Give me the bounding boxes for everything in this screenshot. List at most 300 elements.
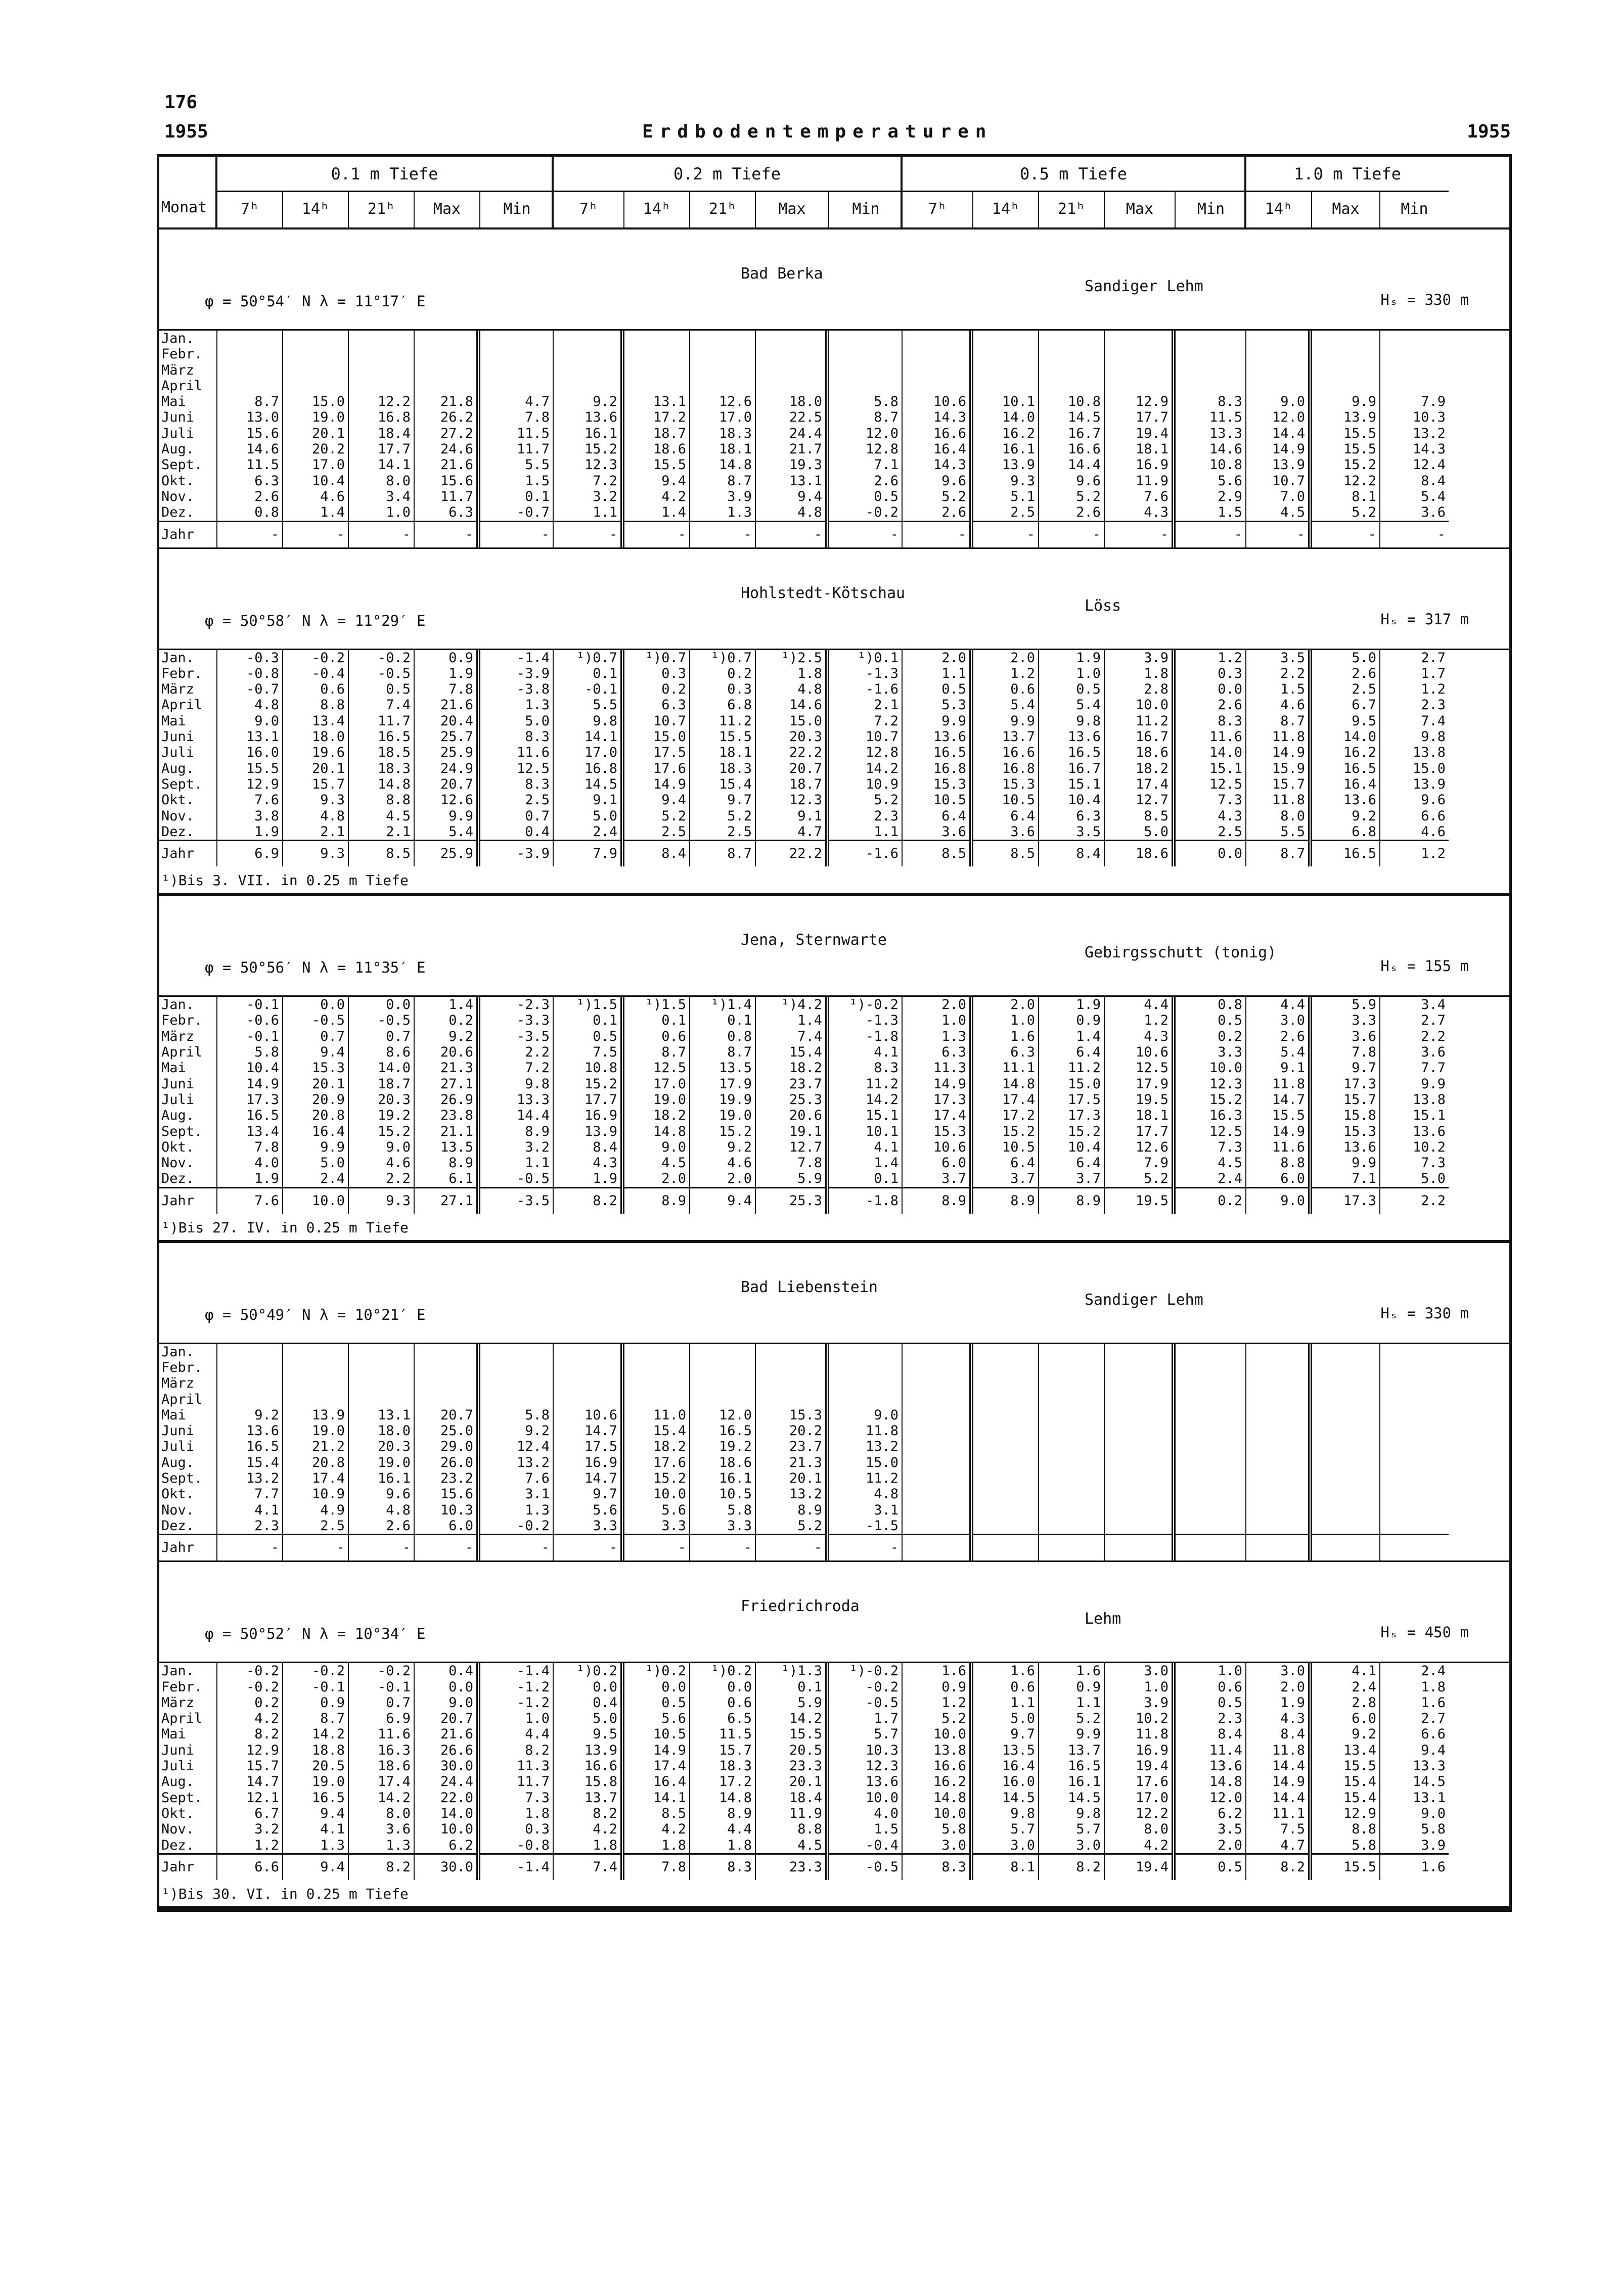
table-cell: 8.7 — [320, 1711, 345, 1727]
table-cell: 8.7 — [727, 1044, 752, 1061]
month-label: März — [161, 362, 195, 378]
column-header: Min — [1401, 200, 1428, 218]
month-label: Mai — [161, 1060, 186, 1076]
year-cell — [1380, 1535, 1449, 1560]
table-cell — [829, 1375, 902, 1391]
station-footnote: ¹)Bis 27. IV. in 0.25 m Tiefe — [159, 1214, 1509, 1242]
year-cell: - — [743, 1540, 752, 1556]
table-cell: 9.9 — [1352, 394, 1376, 410]
table-cell: 0.1 — [525, 488, 550, 504]
table-cell: 4.8 — [254, 697, 279, 713]
table-cell: 0.5 — [1076, 681, 1101, 698]
table-cell: 3.5 — [1218, 1821, 1242, 1838]
table-cell: 23.7 — [789, 1076, 822, 1092]
table-cell: 20.4 — [440, 713, 473, 729]
table-cell — [1380, 1486, 1449, 1502]
table-cell — [1176, 1392, 1245, 1407]
table-cell: -0.2 — [246, 1679, 279, 1695]
table-cell: 18.2 — [1135, 760, 1168, 776]
table-cell: 16.9 — [584, 1454, 617, 1471]
table-cell: 14.7 — [246, 1774, 279, 1790]
table-cell: 15.1 — [1067, 776, 1101, 792]
year-cell: 27.1 — [440, 1192, 473, 1209]
table-cell: 15.3 — [311, 1060, 345, 1076]
table-cell: 9.7 — [1352, 1060, 1376, 1076]
table-cell: 27.1 — [440, 1076, 473, 1092]
month-label: Sept. — [161, 776, 203, 792]
table-cell: 13.9 — [584, 1742, 617, 1758]
month-label: Juni — [161, 1423, 195, 1439]
table-cell: 5.7 — [1076, 1821, 1101, 1838]
table-cell: 9.0 — [448, 1694, 473, 1711]
table-cell: 2.4 — [1218, 1171, 1242, 1187]
month-label: Dez. — [161, 1518, 195, 1534]
table-cell: 8.7 — [1280, 713, 1305, 729]
table-cell: 15.2 — [584, 1076, 617, 1092]
table-cell: 10.9 — [311, 1486, 345, 1502]
table-cell: 6.0 — [941, 1155, 966, 1171]
table-cell: 5.6 — [661, 1502, 686, 1518]
month-label: Juni — [161, 729, 195, 745]
table-cell: 20.3 — [377, 1439, 411, 1455]
table-cell — [624, 1375, 689, 1391]
year-cell: 7.4 — [593, 1859, 617, 1875]
table-cell: 13.6 — [1067, 729, 1101, 745]
table-cell: 10.0 — [933, 1726, 966, 1742]
table-cell: 1.5 — [525, 473, 550, 489]
table-cell: 7.7 — [254, 1486, 279, 1502]
table-cell — [349, 1375, 414, 1391]
table-cell: 0.6 — [320, 681, 345, 698]
table-cell: 2.4 — [593, 823, 617, 840]
table-cell: 5.2 — [1076, 488, 1101, 504]
table-cell: 5.2 — [1144, 1171, 1168, 1187]
table-cell: 12.0 — [718, 1407, 752, 1423]
station-name: Friedrichroda — [741, 1597, 860, 1616]
table-cell: 17.5 — [653, 745, 686, 761]
table-cell — [903, 1407, 969, 1423]
table-cell: 3.9 — [727, 488, 752, 504]
station-data-grid — [159, 997, 1509, 1214]
table-cell: 18.1 — [718, 745, 752, 761]
table-cell: 10.0 — [1209, 1060, 1242, 1076]
column-header: Min — [1197, 200, 1225, 218]
table-cell: 16.5 — [1343, 760, 1376, 776]
column-header: 7ʰ — [554, 192, 624, 227]
table-cell — [283, 378, 348, 394]
table-cell: 23.3 — [789, 1758, 822, 1774]
table-cell: 7.4 — [386, 697, 411, 713]
month-label: Jan. — [161, 997, 195, 1013]
table-cell: 6.0 — [1280, 1171, 1305, 1187]
table-cell: 18.0 — [377, 1423, 411, 1439]
table-cell — [1105, 1344, 1172, 1360]
station-section — [159, 229, 1509, 549]
table-cell: 8.3 — [525, 729, 550, 745]
station-footnote: ¹)Bis 3. VII. in 0.25 m Tiefe — [159, 866, 1509, 894]
table-cell: 11.5 — [1209, 409, 1242, 426]
table-cell: 15.6 — [440, 1486, 473, 1502]
table-cell: 2.5 — [1010, 504, 1035, 521]
table-cell: 9.0 — [254, 713, 279, 729]
station-name: Bad Liebenstein — [741, 1278, 878, 1296]
column-header: Min — [503, 200, 531, 218]
table-cell: 14.9 — [1272, 441, 1305, 457]
table-cell — [415, 378, 476, 394]
table-cell: 13.8 — [1412, 1091, 1446, 1108]
table-cell: 0.9 — [1076, 1679, 1101, 1695]
month-label: Febr. — [161, 346, 203, 362]
station-data-grid — [159, 650, 1509, 867]
table-cell: 0.5 — [661, 1694, 686, 1711]
table-cell: 13.9 — [1343, 409, 1376, 426]
month-label: März — [161, 1694, 195, 1711]
table-cell: 9.1 — [1280, 1060, 1305, 1076]
table-cell: 14.5 — [1002, 1789, 1035, 1806]
table-cell: 14.6 — [1209, 441, 1242, 457]
table-cell: 4.4 — [727, 1821, 752, 1838]
table-cell: 3.0 — [1280, 1013, 1305, 1029]
table-cell: 14.1 — [584, 729, 617, 745]
table-cell: 8.9 — [727, 1805, 752, 1821]
table-cell: 3.9 — [1144, 650, 1168, 666]
table-cell — [690, 346, 755, 362]
table-cell: ¹)1.5 — [576, 997, 617, 1013]
year-cell: 0.0 — [1218, 846, 1242, 862]
year-cell: 19.5 — [1135, 1192, 1168, 1209]
table-cell: 2.3 — [254, 1518, 279, 1534]
table-cell: 2.0 — [1010, 997, 1035, 1013]
table-cell — [1246, 331, 1308, 346]
table-cell: 0.8 — [1218, 997, 1242, 1013]
depth-group-header — [903, 157, 1246, 227]
table-cell: 12.6 — [440, 792, 473, 808]
table-cell: 9.1 — [593, 792, 617, 808]
table-cell: 1.2 — [1010, 665, 1035, 681]
year-cell: 2.2 — [1421, 1192, 1446, 1209]
table-cell: 14.0 — [377, 1060, 411, 1076]
table-cell: 17.2 — [718, 1774, 752, 1790]
table-cell — [690, 1344, 755, 1360]
table-cell: 2.0 — [661, 1171, 686, 1187]
table-cell: 1.9 — [593, 1171, 617, 1187]
table-cell: 14.6 — [789, 697, 822, 713]
station-coordinates: φ = 50°49′ N λ = 10°21′ E — [205, 1306, 426, 1323]
year-cell: - — [1437, 526, 1446, 542]
table-cell: 16.5 — [718, 1423, 752, 1439]
table-cell: 11.6 — [1272, 1139, 1305, 1155]
table-cell: 12.3 — [584, 457, 617, 473]
station-data-grid — [159, 331, 1509, 547]
table-cell: 8.0 — [1280, 808, 1305, 824]
table-cell: 6.3 — [661, 697, 686, 713]
table-cell: 2.5 — [1352, 681, 1376, 698]
table-cell: 17.3 — [933, 1091, 966, 1108]
year-row-label: Jahr — [161, 526, 195, 542]
table-cell: 22.0 — [440, 1789, 473, 1806]
table-cell: 1.6 — [941, 1663, 966, 1679]
table-cell: 11.5 — [516, 425, 550, 441]
table-cell: 7.3 — [525, 1789, 550, 1806]
table-cell — [1039, 1344, 1104, 1360]
table-cell: -1.2 — [516, 1694, 550, 1711]
table-cell: 6.3 — [1076, 808, 1101, 824]
table-cell: 11.8 — [1272, 729, 1305, 745]
table-cell — [283, 331, 348, 346]
table-cell: 3.3 — [661, 1518, 686, 1534]
table-cell: 9.2 — [727, 1139, 752, 1155]
table-cell: 9.8 — [593, 713, 617, 729]
table-cell — [903, 362, 969, 378]
table-cell — [1312, 331, 1379, 346]
table-cell: 1.1 — [1076, 1694, 1101, 1711]
table-cell: 9.3 — [320, 792, 345, 808]
table-cell: -1.2 — [516, 1679, 550, 1695]
table-cell: 20.3 — [789, 729, 822, 745]
table-cell: 9.5 — [593, 1726, 617, 1742]
table-cell: 17.4 — [1002, 1091, 1035, 1108]
year-left: 1955 — [164, 121, 208, 142]
table-cell — [1176, 331, 1245, 346]
table-cell: 8.4 — [593, 1139, 617, 1155]
table-cell: 26.9 — [440, 1091, 473, 1108]
table-cell: 6.4 — [1010, 808, 1035, 824]
table-cell — [1105, 1423, 1172, 1439]
table-cell: ¹)2.5 — [781, 650, 822, 666]
table-cell: 14.9 — [1272, 1123, 1305, 1139]
table-cell — [1105, 1360, 1172, 1375]
table-cell: 8.3 — [1218, 394, 1242, 410]
table-cell: 18.6 — [718, 1454, 752, 1471]
table-cell: 5.9 — [797, 1694, 822, 1711]
year-row-label: Jahr — [161, 1859, 195, 1875]
table-cell: 17.9 — [1135, 1076, 1168, 1092]
table-cell — [690, 378, 755, 394]
table-cell: 7.3 — [1218, 1139, 1242, 1155]
table-cell: 17.7 — [1135, 1123, 1168, 1139]
table-cell: 19.2 — [718, 1439, 752, 1455]
soil-type: Sandiger Lehm — [1085, 1291, 1203, 1309]
year-cell: 8.2 — [1280, 1859, 1305, 1875]
year-cell: 8.9 — [1010, 1192, 1035, 1209]
table-cell: 10.3 — [1412, 409, 1446, 426]
table-cell: 9.2 — [1352, 1726, 1376, 1742]
table-cell: 5.8 — [874, 394, 898, 410]
table-cell: 2.6 — [1352, 665, 1376, 681]
table-cell: 6.0 — [1352, 1711, 1376, 1727]
table-cell: 9.9 — [941, 713, 966, 729]
table-cell: 14.7 — [584, 1423, 617, 1439]
table-cell — [1176, 1518, 1245, 1534]
year-cell: 9.4 — [727, 1192, 752, 1209]
station-elevation: Hₛ = 330 m — [1380, 291, 1469, 308]
table-cell: 5.0 — [320, 1155, 345, 1171]
column-header: 7ʰ — [903, 192, 973, 227]
table-cell: 15.2 — [653, 1471, 686, 1487]
table-cell: 9.9 — [1352, 1155, 1376, 1171]
table-cell — [283, 362, 348, 378]
table-header — [159, 157, 1509, 229]
table-cell: 14.5 — [1067, 1789, 1101, 1806]
table-cell — [283, 1392, 348, 1407]
table-cell — [1246, 1360, 1308, 1375]
table-cell — [1039, 346, 1104, 362]
stations-container — [159, 229, 1509, 1909]
table-cell: 16.5 — [1067, 745, 1101, 761]
table-cell: 9.2 — [1352, 808, 1376, 824]
table-cell — [903, 1486, 969, 1502]
table-cell — [829, 1392, 902, 1407]
table-cell — [973, 1423, 1038, 1439]
table-cell: 0.0 — [320, 997, 345, 1013]
table-cell: 1.5 — [1280, 681, 1305, 698]
year-cell: - — [541, 1540, 550, 1556]
table-cell — [756, 346, 825, 362]
table-cell — [217, 346, 282, 362]
table-cell: -0.1 — [311, 1679, 345, 1695]
year-cell: - — [890, 526, 898, 542]
table-cell: 9.4 — [661, 473, 686, 489]
year-cell: 8.7 — [727, 846, 752, 862]
table-cell: 15.8 — [1343, 1108, 1376, 1124]
table-cell: 18.6 — [653, 441, 686, 457]
table-cell — [415, 362, 476, 378]
table-cell: 15.7 — [246, 1758, 279, 1774]
table-cell: 22.5 — [789, 409, 822, 426]
table-cell: 10.2 — [1412, 1139, 1446, 1155]
table-cell: 2.6 — [941, 504, 966, 521]
table-cell: 14.4 — [516, 1108, 550, 1124]
table-cell: 14.9 — [1272, 1774, 1305, 1790]
table-cell: 13.9 — [584, 1123, 617, 1139]
year-cell: 8.2 — [1076, 1859, 1101, 1875]
table-cell: ¹)0.2 — [710, 1663, 752, 1679]
table-cell: 15.2 — [1067, 1123, 1101, 1139]
station-elevation: Hₛ = 155 m — [1380, 957, 1469, 975]
table-cell: 2.1 — [386, 823, 411, 840]
table-cell: 16.8 — [584, 760, 617, 776]
month-label: Okt. — [161, 792, 195, 808]
table-cell: 15.5 — [246, 760, 279, 776]
table-cell: 11.2 — [718, 713, 752, 729]
station-header — [159, 896, 1509, 997]
table-cell: ¹)0.7 — [576, 650, 617, 666]
table-cell: 9.1 — [797, 808, 822, 824]
table-cell — [1246, 1344, 1308, 1360]
table-cell: 0.7 — [320, 1028, 345, 1044]
table-cell — [283, 1344, 348, 1360]
table-cell: 2.1 — [320, 823, 345, 840]
table-cell: -0.2 — [516, 1518, 550, 1534]
table-cell: 0.1 — [797, 1679, 822, 1695]
table-cell: 4.7 — [797, 823, 822, 840]
table-cell: -0.2 — [377, 650, 411, 666]
table-cell: 12.9 — [246, 776, 279, 792]
table-cell: 15.2 — [1002, 1123, 1035, 1139]
table-cell: 16.4 — [933, 441, 966, 457]
table-cell: 0.5 — [1218, 1013, 1242, 1029]
soil-type: Lehm — [1085, 1610, 1121, 1628]
station-elevation: Hₛ = 330 m — [1380, 1304, 1469, 1322]
month-label: Mai — [161, 1407, 186, 1423]
table-cell: 0.4 — [525, 823, 550, 840]
table-cell: 4.0 — [874, 1805, 898, 1821]
table-cell: -0.2 — [865, 504, 898, 521]
year-cell: 8.3 — [727, 1859, 752, 1875]
month-label: April — [161, 1711, 203, 1727]
table-cell: 18.4 — [377, 425, 411, 441]
table-cell — [1246, 1486, 1308, 1502]
table-cell: 4.1 — [874, 1044, 898, 1061]
table-cell: 1.8 — [593, 1837, 617, 1853]
table-cell: 3.0 — [1280, 1663, 1305, 1679]
table-cell: 7.7 — [1421, 1060, 1446, 1076]
table-cell: 20.2 — [789, 1423, 822, 1439]
table-cell: 0.6 — [661, 1028, 686, 1044]
table-cell: 4.7 — [1280, 1837, 1305, 1853]
table-cell: 13.5 — [1002, 1742, 1035, 1758]
table-cell: 16.5 — [246, 1108, 279, 1124]
table-cell: 1.1 — [1010, 1694, 1035, 1711]
table-cell: 4.5 — [661, 1155, 686, 1171]
table-cell: 3.6 — [386, 1821, 411, 1838]
table-cell: 5.1 — [1010, 488, 1035, 504]
month-label: Aug. — [161, 760, 195, 776]
table-cell — [1039, 331, 1104, 346]
table-cell: 16.0 — [246, 745, 279, 761]
table-cell: 21.3 — [440, 1060, 473, 1076]
year-cell: 18.6 — [1135, 846, 1168, 862]
table-cell: 21.3 — [789, 1454, 822, 1471]
table-cell: 12.6 — [718, 394, 752, 410]
table-cell: 20.9 — [311, 1091, 345, 1108]
table-cell: 14.8 — [718, 1789, 752, 1806]
table-cell: 0.5 — [593, 1028, 617, 1044]
table-cell: 5.8 — [525, 1407, 550, 1423]
table-cell: 5.0 — [593, 808, 617, 824]
table-cell — [1246, 378, 1308, 394]
year-cell: 9.4 — [320, 1859, 345, 1875]
table-cell: ¹)0.1 — [857, 650, 898, 666]
table-cell: 0.7 — [525, 808, 550, 824]
table-cell — [1105, 346, 1172, 362]
table-cell: 8.0 — [386, 1805, 411, 1821]
table-cell: 0.1 — [593, 1013, 617, 1029]
soil-type: Löss — [1085, 596, 1121, 615]
year-right: 1955 — [1467, 121, 1511, 142]
year-row-label: Jahr — [161, 1540, 195, 1556]
table-cell — [1176, 362, 1245, 378]
table-cell — [829, 362, 902, 378]
year-cell: - — [336, 1540, 345, 1556]
table-cell: 1.6 — [1421, 1694, 1446, 1711]
table-cell: 10.0 — [1135, 697, 1168, 713]
table-cell: 19.5 — [1135, 1091, 1168, 1108]
table-cell — [480, 1375, 553, 1391]
table-cell — [349, 362, 414, 378]
table-cell: 6.3 — [941, 1044, 966, 1061]
table-cell: 0.2 — [254, 1694, 279, 1711]
table-cell: -0.2 — [311, 650, 345, 666]
table-cell: 5.2 — [1352, 504, 1376, 521]
table-cell: 14.1 — [377, 457, 411, 473]
table-cell: 11.2 — [1067, 1060, 1101, 1076]
table-cell: 11.7 — [516, 1774, 550, 1790]
table-cell — [1176, 1471, 1245, 1486]
soil-type: Gebirgsschutt (tonig) — [1085, 944, 1277, 962]
column-header: 14ʰ — [624, 192, 690, 227]
table-cell: 21.1 — [440, 1123, 473, 1139]
